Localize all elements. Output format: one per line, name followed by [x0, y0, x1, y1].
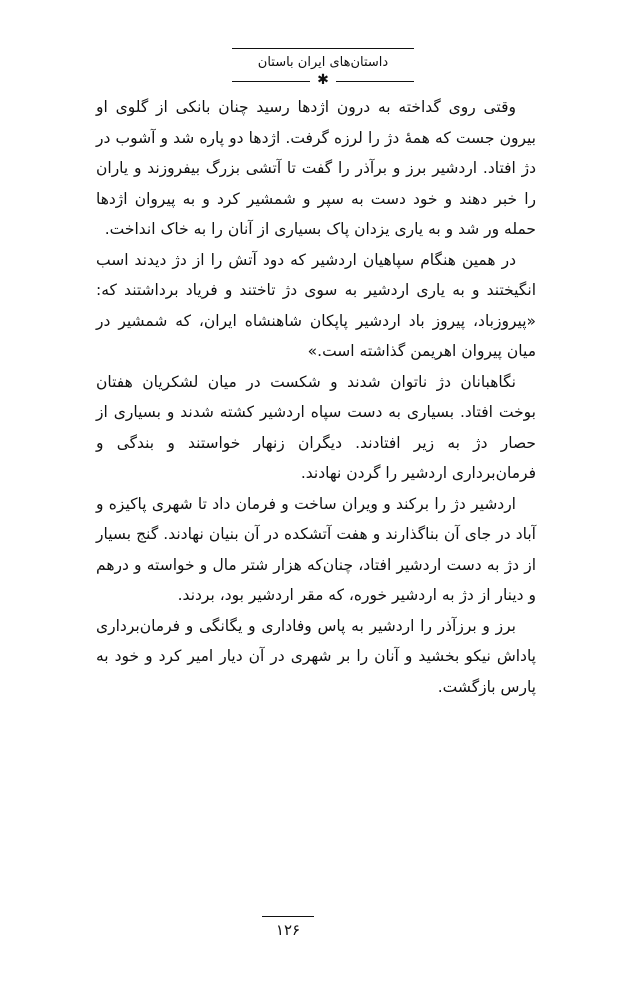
paragraph-2: در همین هنگام سپاهیان اردشیر که دود آتش را از دژ دیدند اسب انگیختند و به یاری اردشیر به سوی دژ تاختند و فریاد برداشتند که: «پیروزباد، پیروز باد اردشیر پاپکان شاهنشاه ایران، که شمشیر در میان پیروان اهریمن گذاشته است.»	[96, 250, 536, 360]
header-top-rule	[232, 48, 414, 49]
paragraph-3: نگاهبانان دژ ناتوان شدند و شکست در میان لشکریان هفتان بوخت افتاد. بسیاری به دست سپاه اردشیر کشته شدند و بسیاری از حصار دژ به زیر افتادند. دیگران زنهار خواستند و بندگی و فرمان‌برداری اردشیر را گردن نهادند.	[96, 372, 536, 482]
header-bottom-rule	[232, 72, 414, 89]
book-title: داستان‌های ایران باستان	[257, 55, 389, 70]
page-body	[96, 92, 536, 702]
page-number: ۱۲۶	[275, 921, 301, 939]
paragraph-4: اردشیر دژ را برکند و ویران ساخت و فرمان داد تا شهری پاکیزه و آباد در جای آن بناگذارند و هفت آتشکده در آن بنیان نهادند. گنج بسیار از دژ به دست اردشیر افتاد، چنان‌که هزار شتر مال و خواسته و درهم و دینار از دژ به اردشیر خوره، که مقر اردشیر بود، بردند.	[96, 494, 536, 604]
page-footer	[262, 916, 314, 941]
paragraph-1: وقتی روی گداخته به درون اژدها رسید چنان بانکی از گلوی او بیرون جست که همهٔ دژ را لرزه گرفت. اژدها دو پاره شد و آشوب در دژ افتاد. اردشیر برز و برآذر را گفت تا آتشی بزرگ بیفروزند و یاران را خبر دهند و خود دست به سپر و شمشیر کرد و به پیروان اژدها حمله ور شد و به یاری یزدان پاک بسیاری از آنان را به خاک انداخت.	[96, 98, 536, 238]
asterisk-ornament-icon: ✱	[317, 72, 329, 88]
footer-rule	[262, 916, 314, 917]
running-head	[232, 48, 414, 89]
paragraph-5: برز و برزآذر را اردشیر به پاس وفاداری و یگانگی و فرمان‌برداری پاداش نیکو بخشید و آنان را بر شهری در آن دیار امیر کرد و خود به پارس بازگشت.	[96, 616, 536, 696]
